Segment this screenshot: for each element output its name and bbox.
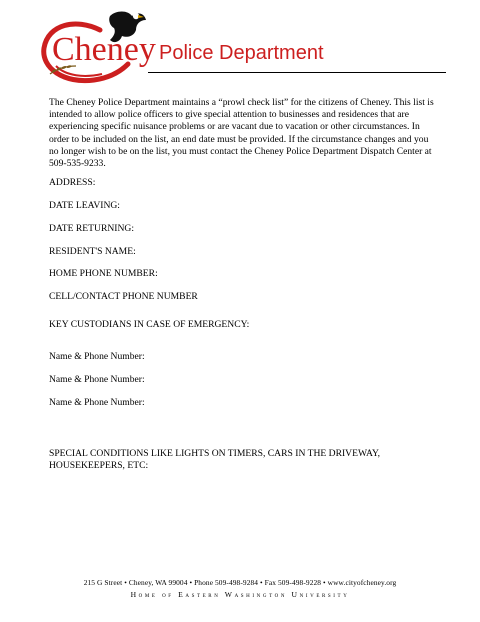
- date-leaving-field-label: DATE LEAVING:: [49, 200, 120, 211]
- logo-wordmark: Cheney: [52, 31, 156, 68]
- cheney-logo: [36, 8, 166, 90]
- custodian-3-field-label: Name & Phone Number:: [49, 397, 145, 408]
- footer-tagline: Home of Eastern Washington University: [130, 590, 350, 599]
- resident-name-field-label: RESIDENT'S NAME:: [49, 246, 136, 257]
- cell-phone-field-label: CELL/CONTACT PHONE NUMBER: [49, 291, 198, 302]
- header-divider: [148, 72, 446, 73]
- intro-paragraph: The Cheney Police Department maintains a “prowl check list” for the citizens of Cheney. This list is intended to allow police officers to give special attention to businesses and residences that are experiencing specific nuisance problems or are vacant due to vacation or other circumstances. In order to be included on the list, an end date must be provided. If the circumstance changes and you no longer wish to be on the list, you must contact the Cheney Police Department Dispatch Center at 509-535-9233.: [49, 97, 434, 170]
- special-conditions-field-label: SPECIAL CONDITIONS LIKE LIGHTS ON TIMERS, CARS IN THE DRIVEWAY, HOUSEKEEPERS, ETC:: [49, 448, 381, 472]
- department-name: Police Department: [159, 42, 324, 64]
- address-field-label: ADDRESS:: [49, 177, 96, 188]
- key-custodians-heading: KEY CUSTODIANS IN CASE OF EMERGENCY:: [49, 319, 250, 330]
- footer-address: 215 G Street • Cheney, WA 99004 • Phone 509-498-9284 • Fax 509-498-9228 • www.cityofcheney.org: [83, 578, 397, 587]
- custodian-1-field-label: Name & Phone Number:: [49, 351, 145, 362]
- letterhead: [36, 8, 456, 90]
- custodian-2-field-label: Name & Phone Number:: [49, 374, 145, 385]
- date-returning-field-label: DATE RETURNING:: [49, 223, 135, 234]
- home-phone-field-label: HOME PHONE NUMBER:: [49, 268, 158, 279]
